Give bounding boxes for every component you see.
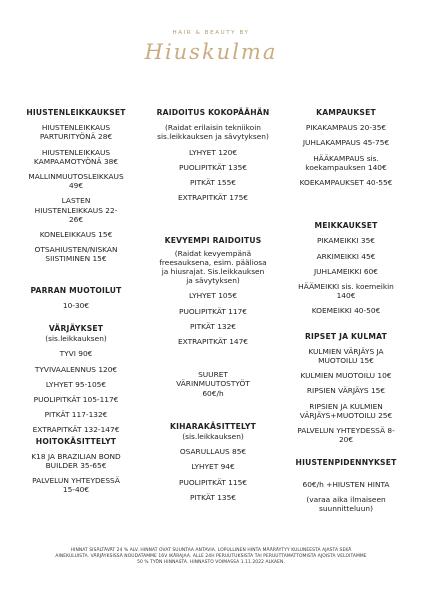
section-subtitle: (Raidat kevyempänä freesauksena, esim. pääliosa ja hiusrajat. Sis.leikkauksen ja sävytyksen) [159,248,267,286]
price-column-left [14,108,138,495]
price-item: 60€/h +HIUSTEN HINTA [302,479,390,489]
price-item: PALVELUN YHTEYDESSÄ 8-20€ [297,426,395,445]
brand-header [0,30,422,64]
price-note: (varaa aika ilmaiseen suunnitteluun) [306,494,386,514]
price-item: HÄÄKAMPAUS sis. koekampauksen 140€ [305,153,387,172]
section-subtitle: (Raidat erilaisin tekniikoin sis.leikkauksen ja sävytyksen) [157,123,269,142]
price-item: PALVELUN YHTEYDESSÄ 15-40€ [32,476,120,495]
price-item: PIKAMEIKKI 35€ [317,236,375,246]
price-item: HIUSTENLEIKKAUS KAMPAAMOTYÖNÄ 38€ [33,147,119,166]
price-item: KONELEIKKAUS 15€ [39,230,113,240]
section-title-treatments: HOITOKÄSITTELYT [35,436,117,446]
price-item: RIPSIEN VÄRJÄYS 15€ [306,386,386,396]
section-title-highlights-full: RAIDOITUS KOKOPÄÄHÄN [156,108,270,117]
price-item: PITKÄT 135€ [189,492,237,502]
price-item: PUOLIPITKÄT 117€ [178,306,247,316]
price-item: ARKIMEIKKI 45€ [316,251,376,261]
price-item: PUOLIPITKÄT 115€ [178,477,247,487]
section-title-lashes: RIPSET JA KULMAT [304,331,388,341]
price-item: EXTRAPITKÄT 175€ [177,193,249,203]
price-item: KULMIEN VÄRJÄYS JA MUOTOILU 15€ [308,346,384,366]
price-item: TYVI 90€ [59,349,93,359]
price-column-middle [146,108,280,502]
footer-line: AINEKULUISTA. VÄRJÄYKSISSÄ NOUDATAMME 16V IKÄRAJAA. ALLE 24H PERUUTUKSISTA TAI PERUUTTAMATTOMISTA AJOISTA VELOITAMME [55,554,367,559]
section-subtitle: (sis.leikkauksen) [182,432,244,442]
price-item: LASTEN HIUSTENLEIKKAUS 22-26€ [34,196,118,224]
price-item: OSARULLAUS 85€ [179,447,247,457]
price-item: K18 JA BRAZILIAN BOND BUILDER 35-65€ [31,451,121,471]
price-item: LYHYET 94€ [191,462,235,472]
price-item: KULMIEN MUOTOILU 10€ [300,371,392,381]
price-item: PITKÄT 132€ [189,321,237,331]
section-title-beard: PARRAN MUOTOILUT [30,285,122,295]
section-title-updos: KAMPAUKSET [316,108,376,117]
price-item: OTSAHIUSTEN/NISKAN SIISTIMINEN 15€ [34,245,118,264]
price-item: MALLINMUUTOSLEIKKAUS 49€ [28,172,124,191]
footer-line: 50 % TYÖN HINNASTA. HINNASTO VOIMASSA 1.11.2022 ALKAEN. [137,560,285,565]
price-item: 10-30€ [62,300,90,310]
price-item: PUOLIPITKÄT 135€ [178,162,247,172]
price-item: JUHLAKAMPAUS 45-75€ [302,138,390,148]
price-item: HIUSTENLEIKKAUS PARTURITYÖNÄ 28€ [39,123,113,142]
price-item: PIKAKAMPAUS 20-35€ [305,123,387,133]
section-title-haircuts: HIUSTENLEIKKAUKSET [26,108,126,117]
price-item: PITKÄT 117-132€ [44,410,108,420]
brand-logo: Hiuskulma [144,40,278,64]
price-item: TYVIVAALENNUS 120€ [34,364,118,374]
price-item: EXTRAPITKÄT 132-147€ [32,425,120,435]
price-item: JUHLAMEIKKI 60€ [313,266,379,276]
section-subtitle: (sis.leikkauksen) [45,334,107,344]
price-item: PUOLIPITKÄT 105-117€ [33,395,119,405]
price-column-right [284,108,408,513]
section-title-coloring: VÄRJÄYKSET [48,324,104,334]
footer-disclaimer [36,548,386,566]
price-item: LYHYET 95-105€ [45,379,107,389]
price-item: HÄÄMEIKKI sis. koemeikin 140€ [298,282,394,301]
price-item: LYHYET 105€ [188,291,238,301]
price-item: PITKÄT 155€ [189,178,237,188]
color-change-price: SUURET VÄRINMUUTOSTYÖT 60€/h [176,370,250,398]
section-title-curls: KIHARAKÄSITTELYT [170,421,256,431]
section-title-makeup: MEIKKAUKSET [314,221,378,231]
section-title-highlights-light: KEVYEMPI RAIDOITUS [164,236,262,246]
footer-line: HINNAT SISÄLTÄVÄT 24 % ALV. HINNAT OVAT SUUNTAA ANTAVIA. LOPULLINEN HINTA MÄÄRÄYTYY KULUNEESTA AJASTA SEKÄ [70,548,352,553]
price-item: RIPSIEN JA KULMIEN VÄRJÄYS+MUOTOILU 25€ [299,401,393,420]
price-item: KOEMEIKKI 40-50€ [311,306,381,316]
section-title-extensions: HIUSTENPIDENNYKSET [295,458,397,468]
price-item: KOEKAMPAUKSET 40-55€ [299,178,393,188]
price-item: LYHYET 120€ [188,147,238,157]
price-item: EXTRAPITKÄT 147€ [177,337,249,347]
brand-tagline: HAIR & BEAUTY BY [172,30,250,36]
